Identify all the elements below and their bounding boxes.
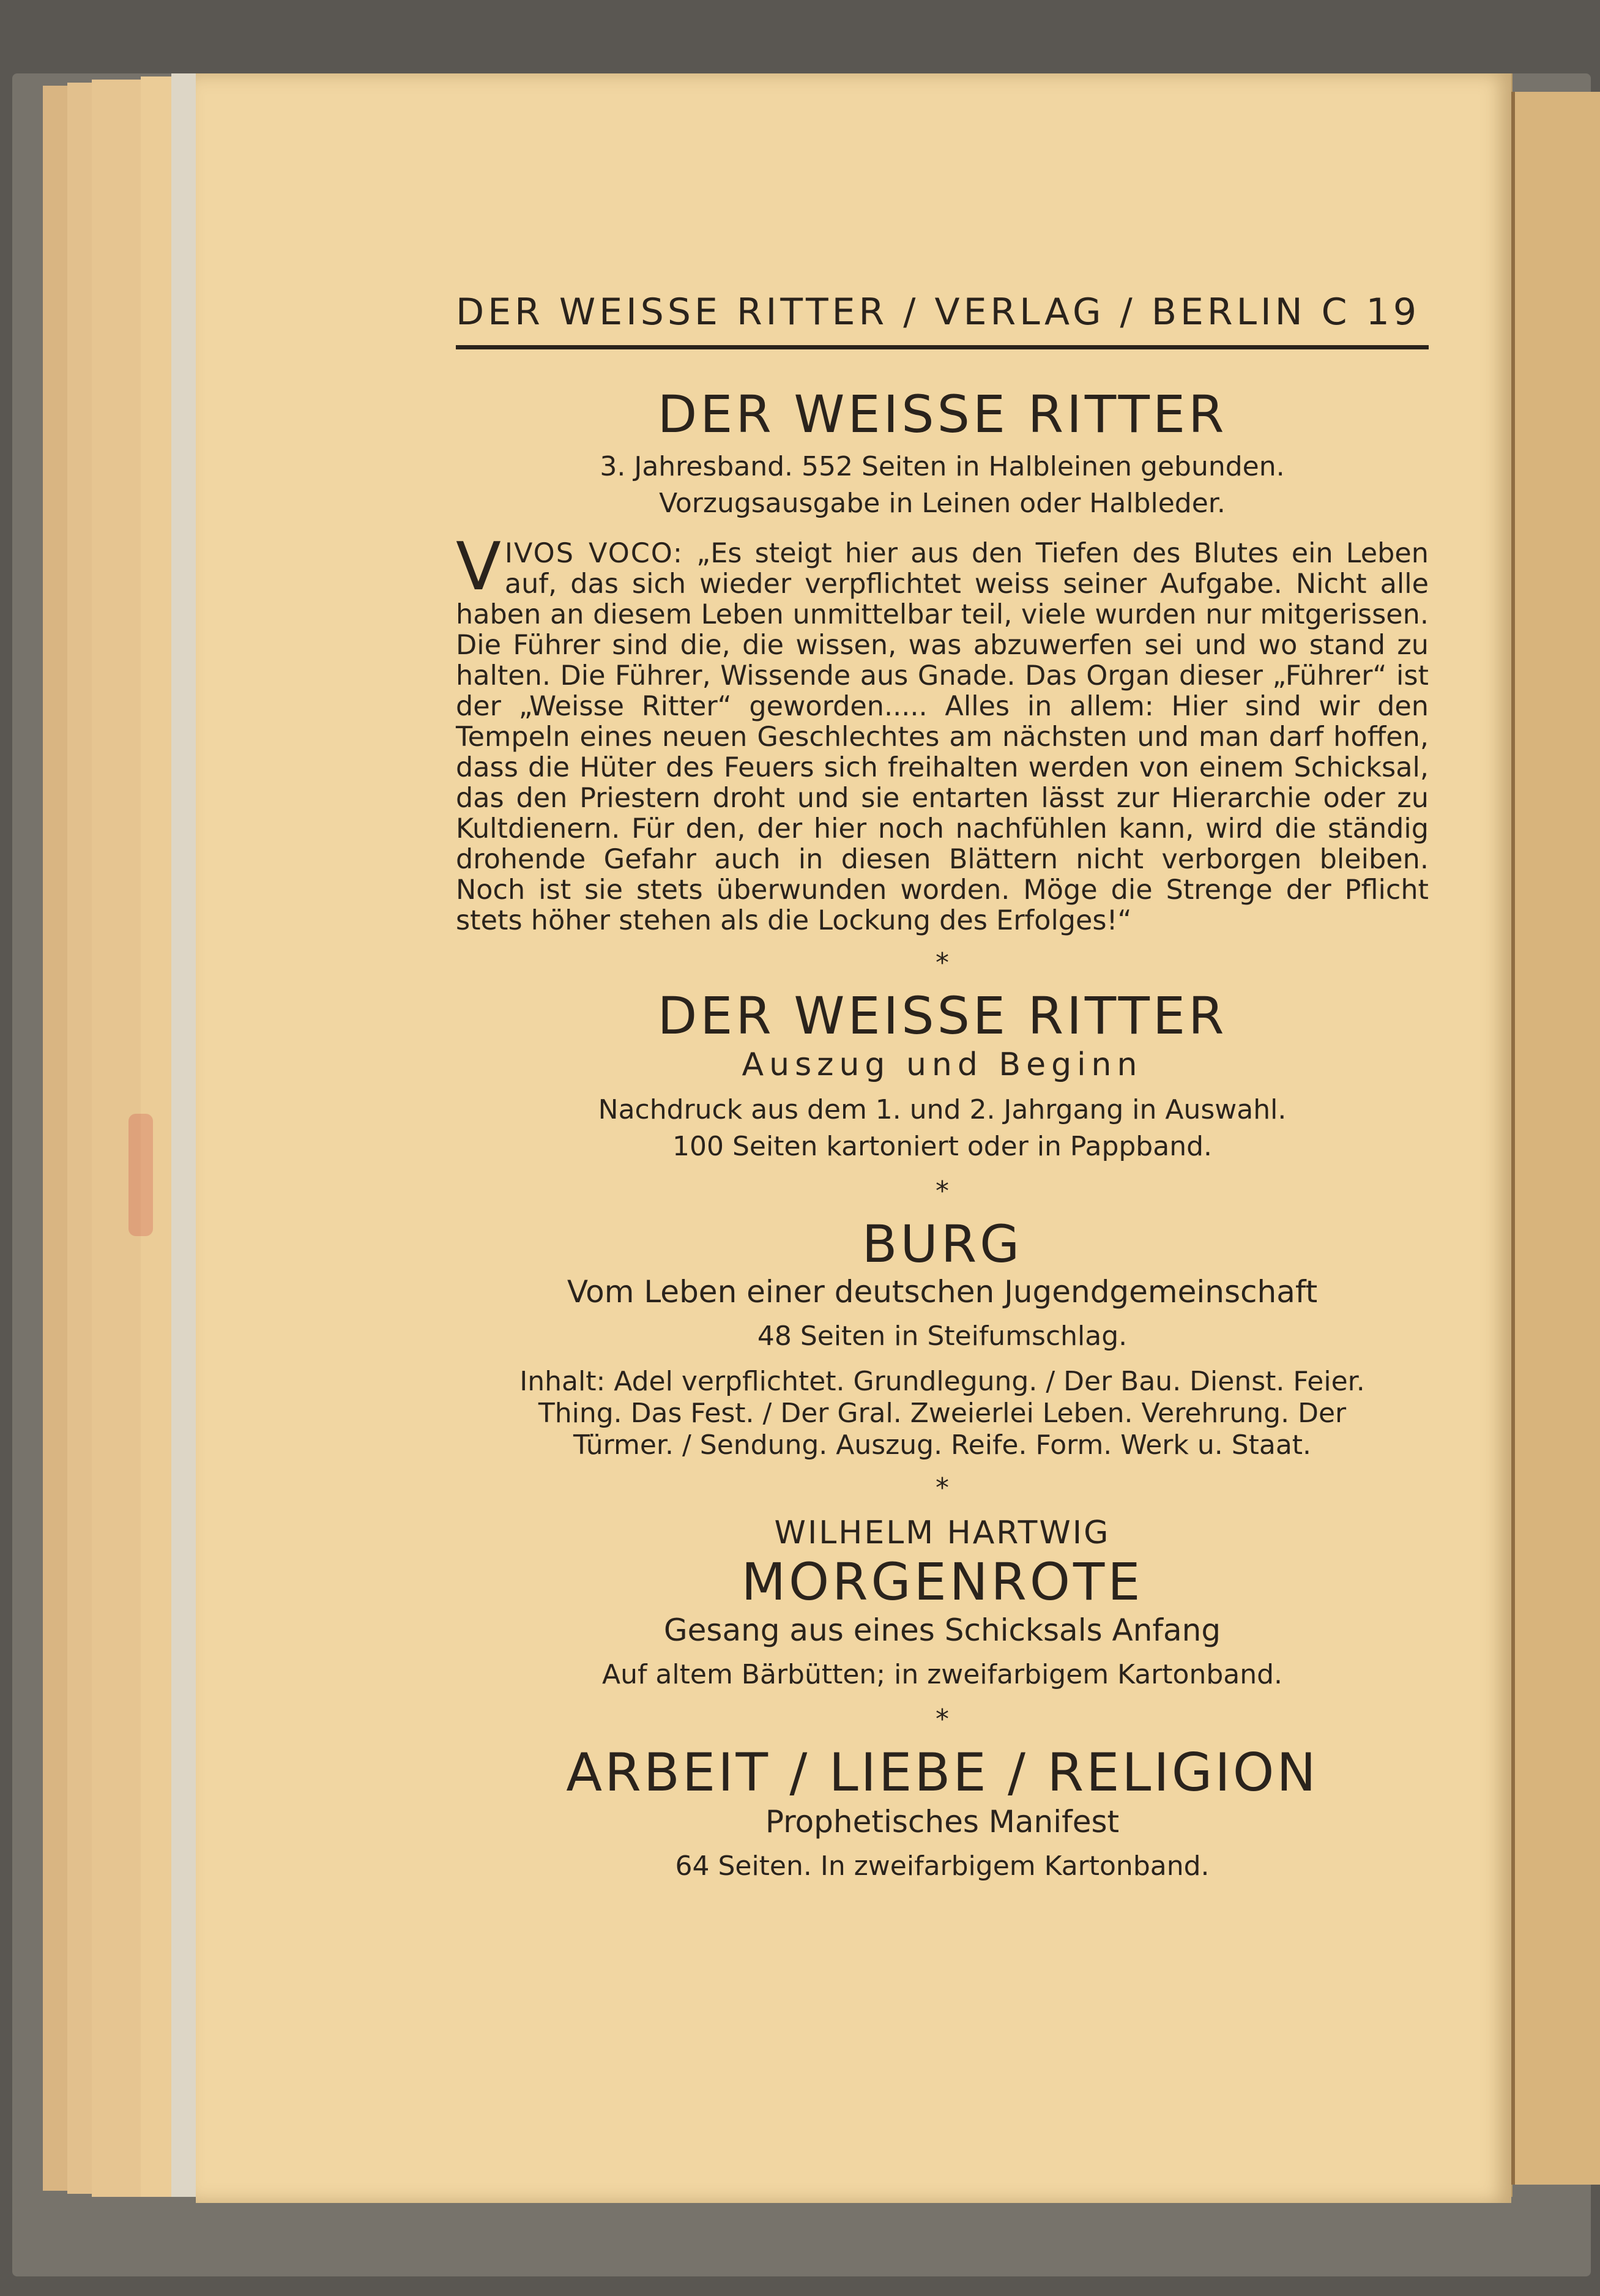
section-auszug-und-beginn xyxy=(456,988,1429,1165)
section-detail: 64 Seiten. In zweifarbigem Kartonband. xyxy=(675,1850,1210,1882)
section-der-weisse-ritter-jahresband xyxy=(456,386,1429,521)
section-detail: 3. Jahresband. 552 Seiten in Halbleinen gebunden. xyxy=(600,451,1285,483)
section-subtitle: Auszug und Beginn xyxy=(742,1046,1143,1083)
section-detail: Nachdruck aus dem 1. und 2. Jahrgang in Auswahl. xyxy=(598,1094,1287,1126)
section-burg xyxy=(456,1213,1429,1461)
section-title: DER WEISSE RITTER xyxy=(657,384,1227,444)
section-subtitle: Gesang aus eines Schicksals Anfang xyxy=(663,1612,1221,1648)
page-content xyxy=(456,291,1429,1884)
separator-asterisk: * xyxy=(936,1472,949,1504)
section-subtitle: Vom Leben einer deutschen Jugendgemeinschaft xyxy=(567,1274,1318,1310)
separator-asterisk: * xyxy=(936,1175,949,1207)
separator-asterisk: * xyxy=(936,947,949,979)
running-head: DER WEISSE RITTER / VERLAG / BERLIN C 19 xyxy=(456,294,1429,349)
section-detail: 48 Seiten in Steifumschlag. xyxy=(757,1321,1128,1352)
contents-line: Türmer. / Sendung. Auszug. Reife. Form. Werk u. Staat. xyxy=(573,1429,1312,1461)
section-detail: Vorzugsausgabe in Leinen oder Halbleder. xyxy=(659,487,1226,519)
separator-asterisk: * xyxy=(936,1704,949,1735)
section-title: ARBEIT / LIEBE / RELIGION xyxy=(566,1742,1319,1804)
contents-line: Inhalt: Adel verpflichtet. Grundlegung. / Der Bau. Dienst. Feier. xyxy=(519,1365,1365,1397)
drop-cap: V xyxy=(456,529,501,606)
section-detail: 100 Seiten kartoniert oder in Pappband. xyxy=(672,1130,1212,1162)
author-name: WILHELM HARTWIG xyxy=(774,1514,1111,1551)
quote-source: IVOS VOCO: xyxy=(504,538,684,570)
facing-page-edge xyxy=(1511,92,1600,2185)
section-title: MORGENROTE xyxy=(741,1552,1144,1612)
section-detail: Auf altem Bärbütten; in zweifarbigem Kartonband. xyxy=(601,1658,1283,1690)
section-subtitle: Prophetisches Manifest xyxy=(765,1803,1120,1839)
review-quote-paragraph xyxy=(456,529,1429,937)
section-arbeit-liebe-religion xyxy=(456,1744,1429,1884)
quote-text: „Es steigt hier aus den Tiefen des Blutes ein Leben auf, das sich wieder verpflichtet weiss seiner Aufgabe. Nicht alle haben an diesem Leben unmittelbar teil, viele wurden nur mitgerissen. Die Führer sind die, die wissen, was abzuwerfen sei und wo stand zu halten. Die Führer, Wissende aus Gnade. Das Organ dieser „Führer“ ist der „Weisse Ritter“ geworden..... Alles in allem: Hier sind wir den Tempeln eines neuen Geschlechtes am nächsten und man darf hoffen, dass die Hüter des Feuers sich freihalten werden von einem Schicksal, das den Priestern droht und sie entarten lässt zur Hierarchie oder zu Kultdienern. Für den, der hier noch nachfühlen kann, wird die ständig drohende Gefahr auch in diesen Blättern nicht verborgen bleiben. Noch ist sie stets überwunden worden. Möge die Strenge der Pflicht stets höher stehen als die Lockung des Erfolges!“ xyxy=(456,538,1429,937)
red-ink-mark xyxy=(128,1114,153,1236)
table-of-contents xyxy=(456,1366,1429,1461)
section-title: BURG xyxy=(861,1213,1023,1274)
section-morgenrote xyxy=(456,1513,1429,1693)
section-title: DER WEISSE RITTER xyxy=(657,986,1227,1046)
contents-line: Thing. Das Fest. / Der Gral. Zweierlei Leben. Verehrung. Der xyxy=(538,1397,1347,1429)
